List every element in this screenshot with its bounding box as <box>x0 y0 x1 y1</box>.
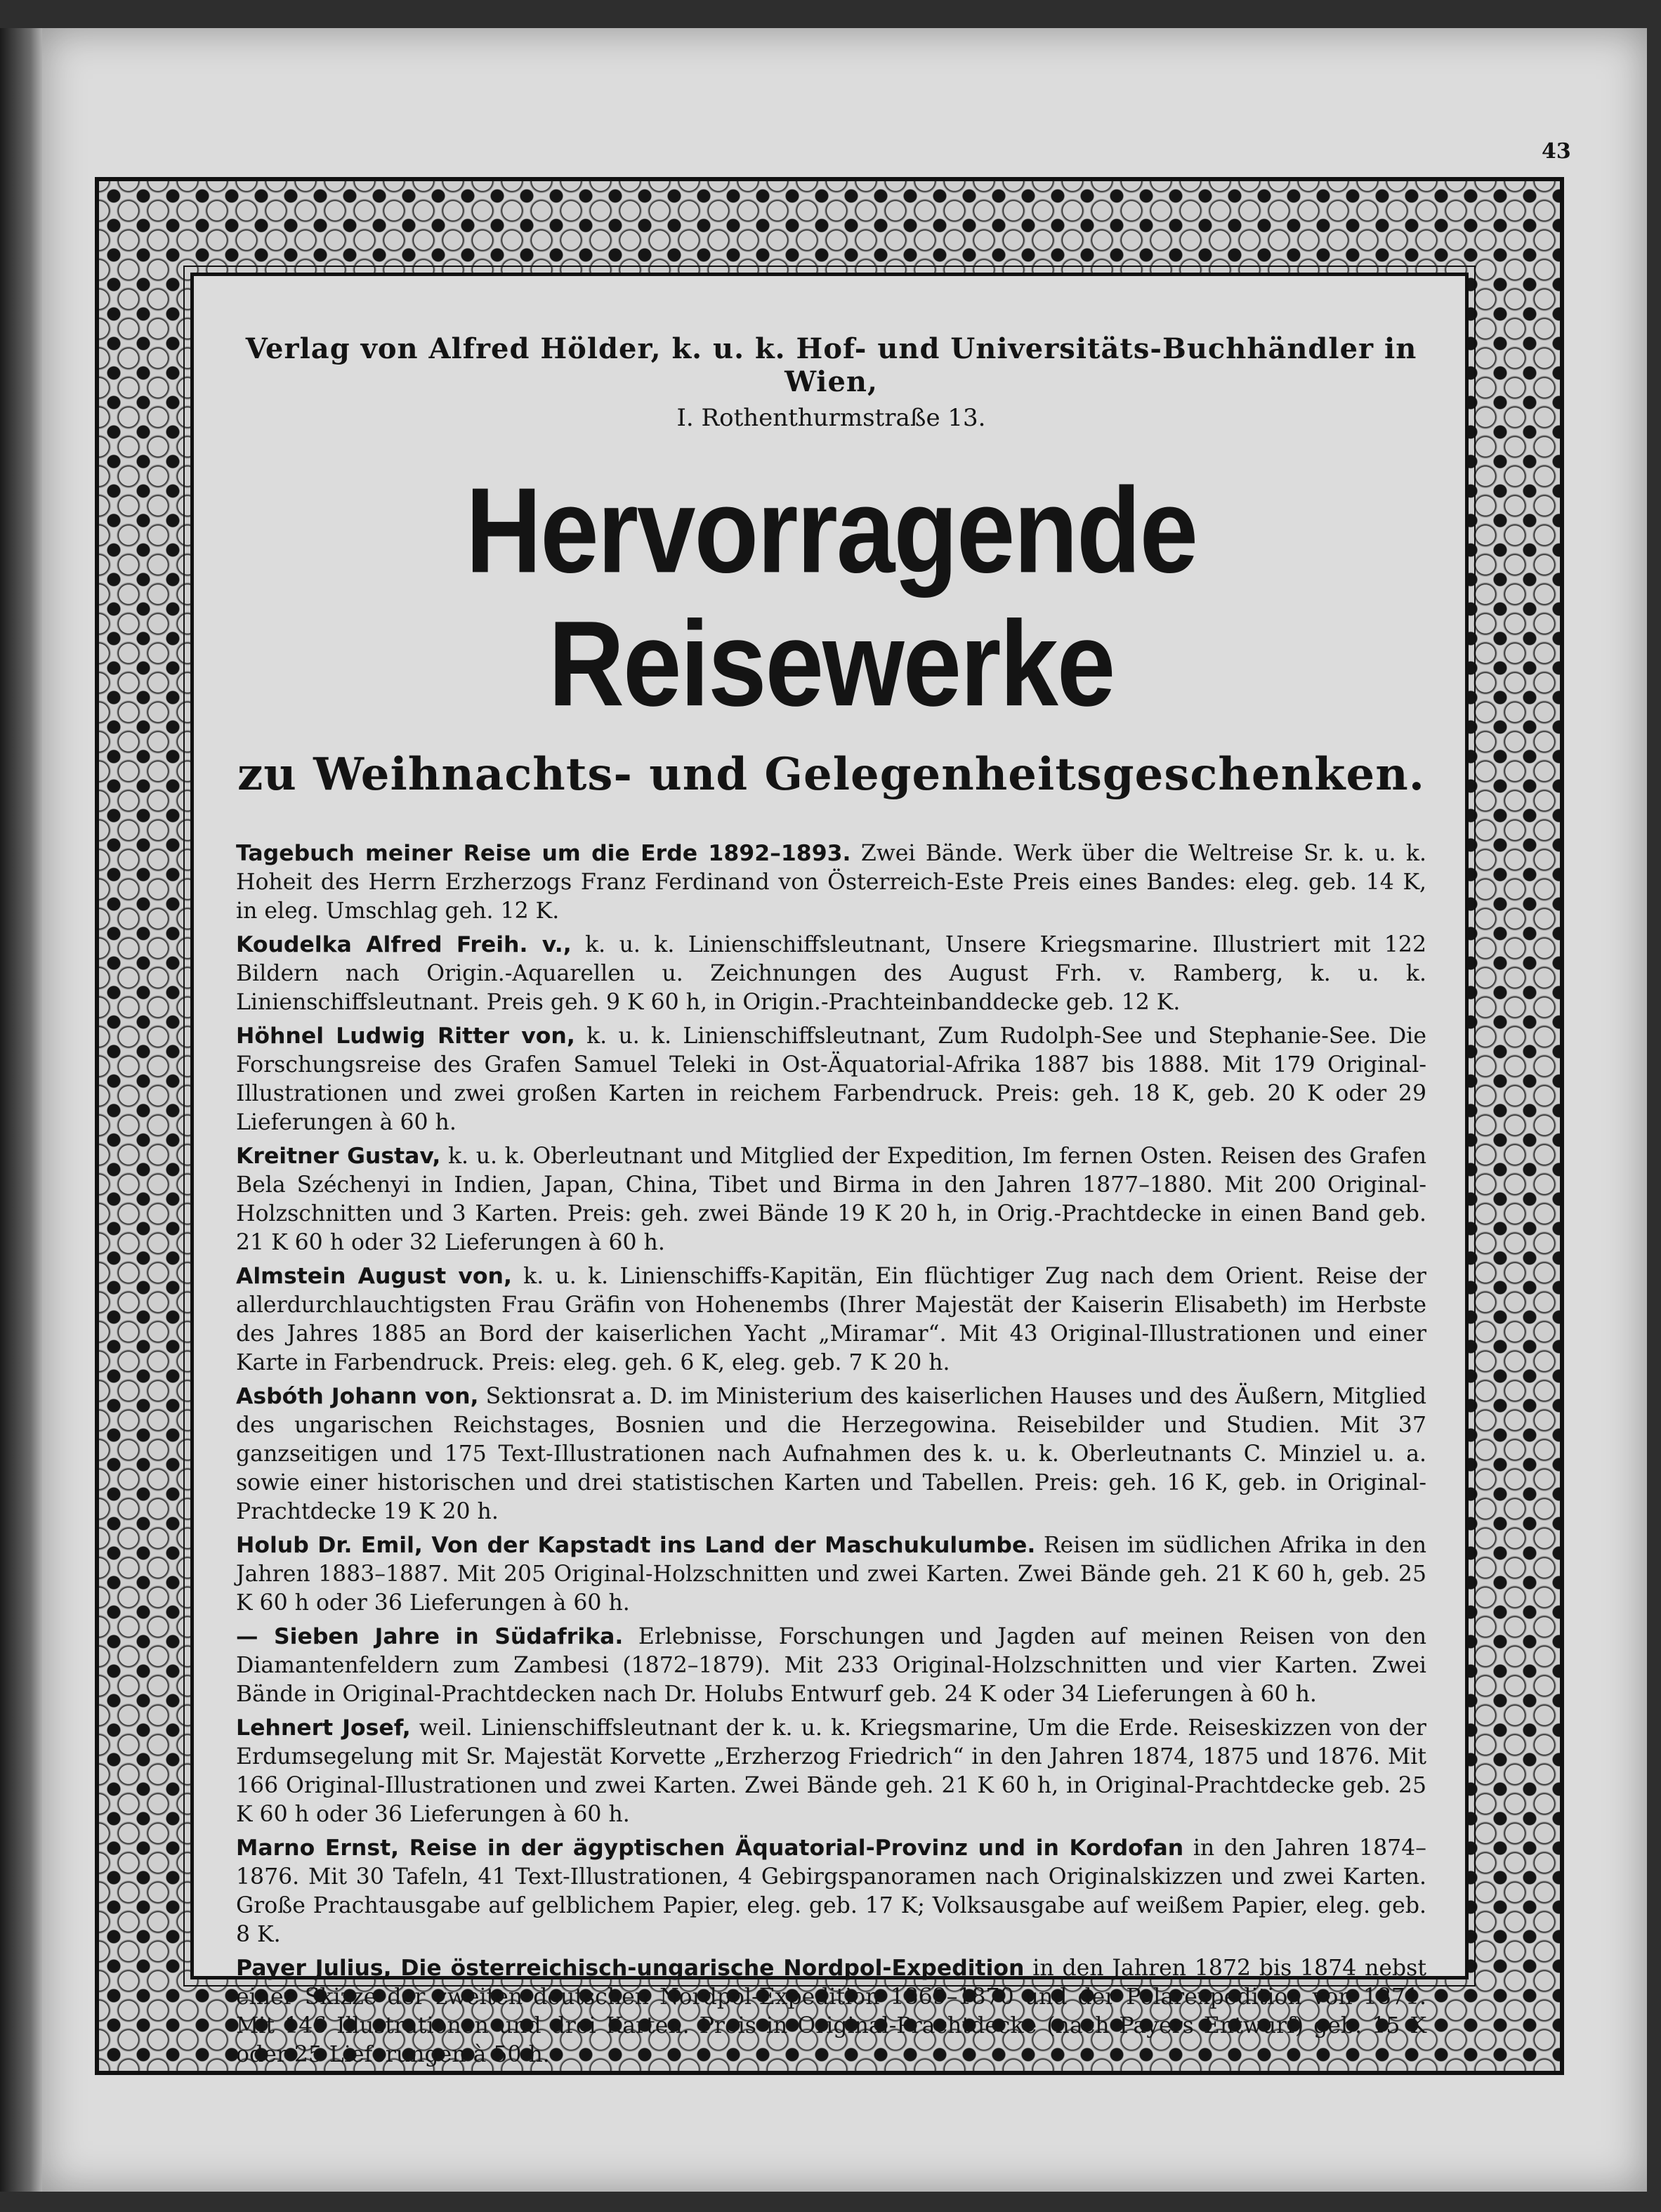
entry-lead: Marno Ernst, Reise in der ägyptischen Äquatorial-Provinz und in Kordofan <box>236 1835 1184 1861</box>
entry-text: Sektionsrat a. D. im Ministerium des kaiserlichen Hauses und des Äußern, Mitglied des ungarischen Reichstages, Bosnien und die Herzegowina. Reisebilder und Studien. Mit 37 ganzseitigen und 175 Text-Illustrationen nach Aufnahmen des k. u. k. Oberleutnants C. Minziel u. a. sowie einer historischen und drei statistischen Karten und Tabellen. Preis: geh. 16 K, geb. in Original-Prachtdecke 19 K 20 h. <box>236 1384 1427 1524</box>
entry-text: Zwei Bände. Werk über die Weltreise Sr. k. u. k. Hoheit des Herrn Erzherzogs Franz Ferdinand von Österreich-Este Preis eines Bandes: eleg. geb. 14 K, in eleg. Umschlag geh. 12 K. <box>236 841 1426 924</box>
entry-lead: Kreitner Gustav, <box>236 1144 441 1169</box>
book-entry <box>236 1954 1426 2069</box>
book-entry <box>236 1623 1426 1709</box>
entry-lead: Payer Julius, Die österreichisch-ungarische Nordpol-Expedition <box>236 1956 1025 1981</box>
publisher-line: Verlag von Alfred Hölder, k. u. k. Hof- und Universitäts-Buchhändler in Wien, <box>245 332 1417 398</box>
entry-text: k. u. k. Oberleutnant und Mitglied der Expedition, Im fernen Osten. Reisen des Grafen Bela Széchenyi in Indien, Japan, China, Tibet und Birma in den Jahren 1877–1880. Mit 200 Original-Holzschnitten und 3 Karten. Preis: geh. zwei Bände 19 K 20 h, in Orig.-Prachtdecke in einen Band geb. 21 K 60 h oder 32 Lieferungen à 60 h. <box>236 1144 1426 1255</box>
entry-text: Erlebnisse, Forschungen und Jagden auf meinen Reisen von den Diamantenfeldern zum Zambesi (1872–1879). Mit 233 Original-Holzschnitten und vier Karten. Zwei Bände in Original-Prachtdecken nach Dr. Holubs Entwurf geb. 24 K oder 34 Lieferungen à 60 h. <box>236 1624 1427 1707</box>
ornamental-frame <box>95 177 1564 2075</box>
entry-lead: Holub Dr. Emil, Von der Kapstadt ins Land der Maschukulumbe. <box>236 1533 1036 1558</box>
entry-lead: Höhnel Ludwig Ritter von, <box>236 1023 575 1049</box>
book-entry <box>236 1022 1426 1137</box>
book-gutter <box>0 28 44 2192</box>
book-entry <box>236 1382 1426 1526</box>
book-list <box>236 839 1426 2069</box>
advertisement-content <box>236 311 1427 2067</box>
entry-text: k. u. k. Linienschiffsleutnant, Unsere Kriegsmarine. Illustriert mit 122 Bildern nach Origin.-Aquarellen u. Zeichnungen des August Frh. v. Ramberg, k. u. k. Linienschiffsleutnant. Preis geh. 9 K 60 h, in Origin.-Prachteinbanddecke geb. 12 K. <box>236 932 1426 1015</box>
book-entry <box>236 1834 1426 1949</box>
publisher-address: I. Rothenthurmstraße 13. <box>676 404 986 432</box>
entry-lead: Asbóth Johann von, <box>236 1384 479 1409</box>
book-entry <box>236 1714 1426 1829</box>
entry-lead: — Sieben Jahre in Südafrika. <box>236 1624 624 1649</box>
headline: Hervorragende Reisewerke <box>465 462 1197 731</box>
entry-text: k. u. k. Linienschiffsleutnant, Zum Rudolph-See und Stephanie-See. Die Forschungsreise des Grafen Samuel Teleki in Ost-Äquatorial-Afrika 1887 bis 1888. Mit 179 Original-Illustrationen und zwei großen Karten in reichem Farbendruck. Preis: geh. 18 K, geb. 20 K oder 29 Lieferungen à 60 h. <box>236 1023 1427 1135</box>
entry-lead: Tagebuch meiner Reise um die Erde 1892–1893. <box>236 841 851 866</box>
advertisement-panel <box>190 273 1469 2067</box>
book-entry <box>236 839 1426 926</box>
subheadline: zu Weihnachts- und Gelegenheitsgeschenken. <box>237 748 1426 801</box>
entry-text: Reisen im südlichen Afrika in den Jahren 1883–1887. Mit 205 Original-Holzschnitten und zwei Karten. Zwei Bände geh. 21 K 60 h, geb. 25 K 60 h oder 36 Lieferungen à 60 h. <box>236 1533 1427 1616</box>
entry-text: in den Jahren 1874–1876. Mit 30 Tafeln, 41 Text-Illustrationen, 4 Gebirgspanoramen nach Originalskizzen und zwei Karten. Große Prachtausgabe auf gelblichem Papier, eleg. geb. 17 K; Volksausgabe auf weißem Papier, eleg. geb. 8 K. <box>236 1835 1426 1947</box>
entry-lead: Koudelka Alfred Freih. v., <box>236 932 572 957</box>
entry-text: k. u. k. Linienschiffs-Kapitän, Ein flüchtiger Zug nach dem Orient. Reise der allerdurchlauchtigsten Frau Gräfin von Hohenembs (Ihrer Majestät der Kaiserin Elisabeth) im Herbste des Jahres 1885 an Bord der kaiserlichen Yacht „Miramar“. Mit 43 Original-Illustrationen und einer Karte in Farbendruck. Preis: eleg. geh. 6 K, eleg. geb. 7 K 20 h. <box>236 1264 1426 1375</box>
book-entry <box>236 931 1426 1017</box>
entry-lead: Almstein August von, <box>236 1264 512 1289</box>
entry-lead: Lehnert Josef, <box>236 1715 411 1741</box>
book-entry <box>236 1531 1426 1618</box>
page-number: 43 <box>1542 139 1571 164</box>
entry-text: weil. Linienschiffsleutnant der k. u. k. Kriegsmarine, Um die Erde. Reiseskizzen von der Erdumsegelung mit Sr. Majestät Korvette „Erzherzog Friedrich“ in den Jahren 1874, 1875 und 1876. Mit 166 Original-Illustrationen und zwei Karten. Zwei Bände geh. 21 K 60 h, in Original-Prachtdecke geb. 25 K 60 h oder 36 Lieferungen à 60 h. <box>236 1715 1426 1827</box>
entry-text: in den Jahren 1872 bis 1874 nebst einer Skizze der zweiten deutschen Nordpol-Expedition 1869–1870 und der Polarexpedition von 1871. Mit 146 Illustrationen und drei Karten. Preis in Original-Prachtdecke (nach Payers Entwurf) geb. 15 K oder 25 Lieferungen à 50 h. <box>236 1956 1426 2067</box>
book-entry <box>236 1142 1426 1257</box>
book-entry <box>236 1262 1426 1377</box>
